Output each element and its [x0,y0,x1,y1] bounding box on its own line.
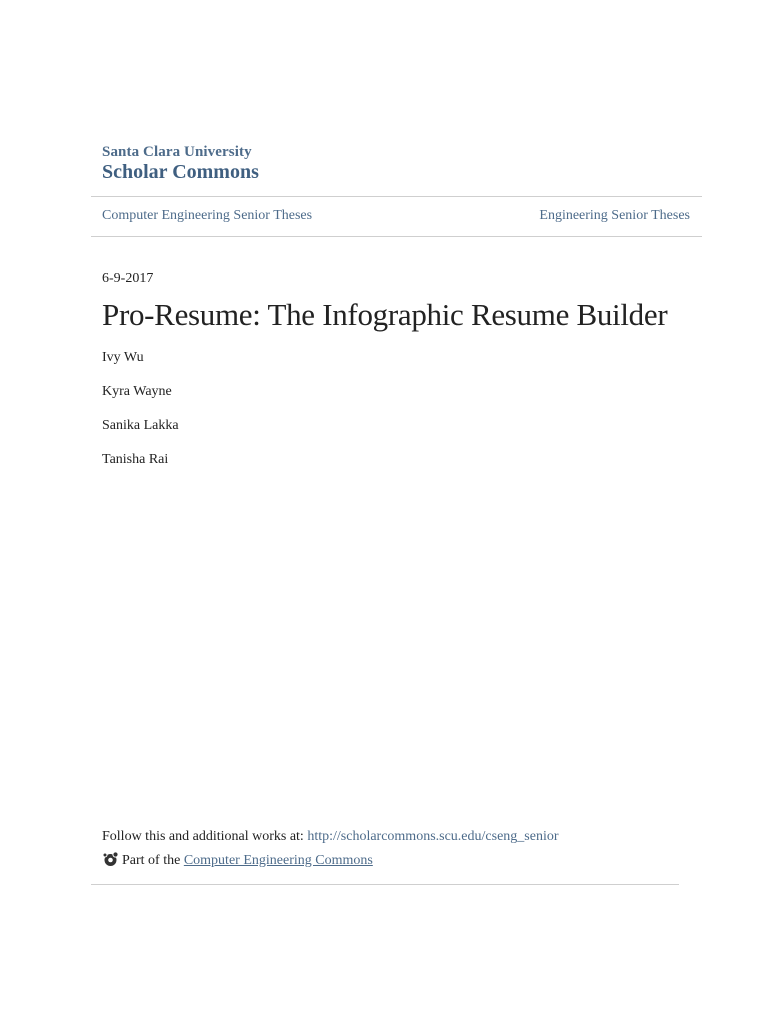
network-commons-icon [102,851,119,868]
breadcrumb-engineering-senior-theses[interactable]: Engineering Senior Theses [539,208,690,223]
part-of-line [102,852,373,869]
divider-middle [91,236,702,237]
author-name: Tanisha Rai [102,452,169,467]
author-name: Kyra Wayne [102,384,172,399]
collection-url-link[interactable]: http://scholarcommons.scu.edu/cseng_senior [307,829,559,844]
divider-bottom [91,884,679,885]
divider-top [91,196,702,197]
follow-line [102,829,559,845]
breadcrumb-computer-engineering-senior-theses[interactable]: Computer Engineering Senior Theses [102,208,313,223]
repository-name[interactable]: Scholar Commons [102,161,259,183]
publication-date: 6-9-2017 [102,271,154,286]
computer-engineering-commons-link[interactable]: Computer Engineering Commons [183,852,373,868]
paper-title: Pro-Resume: The Infographic Resume Builder [102,297,668,332]
author-name: Ivy Wu [102,350,144,365]
follow-label: Follow this and additional works at: [102,829,304,844]
university-name[interactable]: Santa Clara University [102,144,252,160]
author-name: Sanika Lakka [102,418,179,433]
part-of-label: Part of the [122,852,181,868]
